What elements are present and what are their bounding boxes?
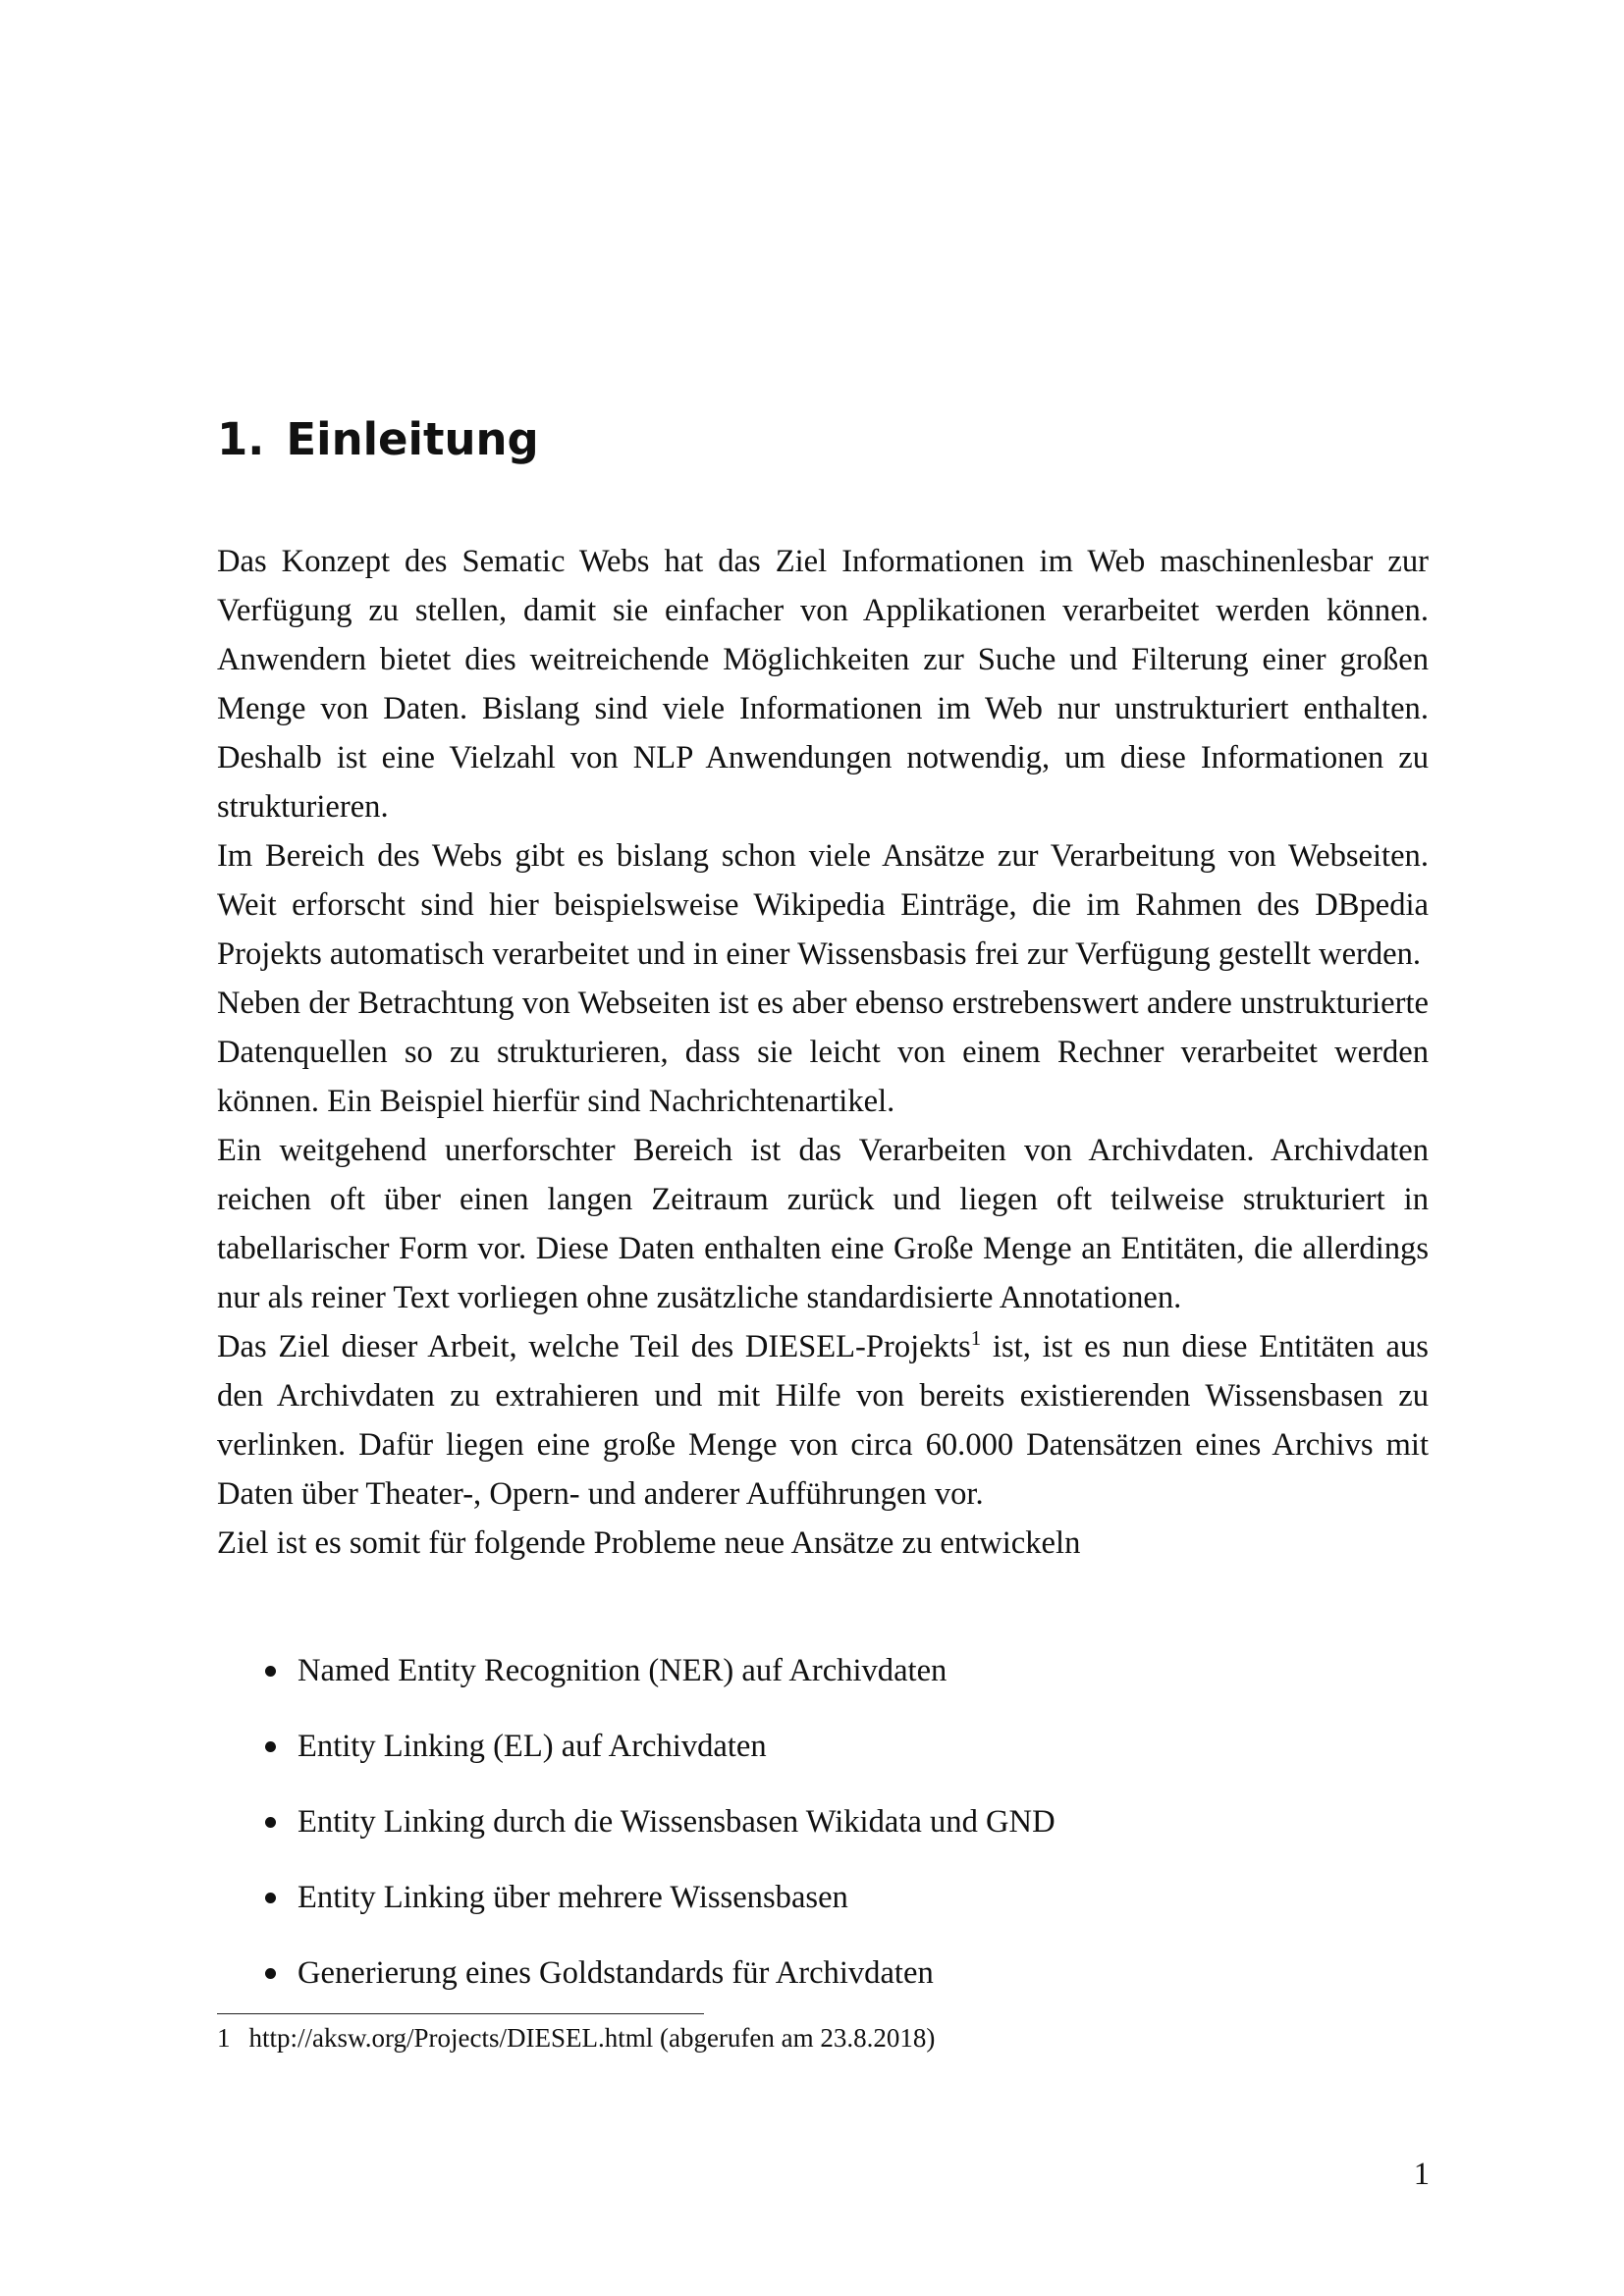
body-text [217, 537, 1429, 1568]
footnote-mark: 1 [217, 2023, 231, 2053]
footnote-text: http://aksw.org/Projects/DIESEL.html (abgerufen am 23.8.2018) [248, 2023, 936, 2053]
list-item [217, 1722, 1429, 1771]
bullet-icon [265, 1741, 276, 1752]
list-item-text: Named Entity Recognition (NER) auf Archivdaten [298, 1653, 947, 1688]
bullet-icon [265, 1666, 276, 1677]
list-item [217, 1949, 1429, 1998]
bullet-icon [265, 1817, 276, 1828]
footnote [217, 2016, 935, 2059]
list-item-text: Entity Linking durch die Wissensbasen Wikidata und GND [298, 1804, 1056, 1840]
list-item [217, 1873, 1429, 1922]
page-number: 1 [1413, 2157, 1430, 2192]
bullet-list [217, 1646, 1429, 2024]
paragraph-text: ist, ist es nun diese Entitäten aus den Archivdaten zu extrahieren und mit Hilfe von bereits existierenden Wissensbasen zu verlinken. Dafür liegen eine große Menge von circa 60.000 Datensätzen eines Archivs mit Daten über Theater-, Opern- und anderer Aufführungen vor. [217, 1329, 1429, 1512]
list-item [217, 1797, 1429, 1846]
list-item-text: Entity Linking über mehrere Wissensbasen [298, 1880, 848, 1915]
chapter-number: 1. [217, 413, 265, 465]
bullet-icon [265, 1893, 276, 1903]
paragraph-with-footnote [217, 1322, 1429, 1519]
paragraph: Das Konzept des Sematic Webs hat das Ziel Informationen im Web maschinenlesbar zur Verfügung zu stellen, damit sie einfacher von Applikationen verarbeitet werden können. Anwendern bietet dies weitreichende Möglichkeiten zur Suche und Filterung einer großen Menge von Daten. Bislang sind viele Informationen im Web nur unstrukturiert enthalten. Deshalb ist eine Vielzahl von NLP Anwendungen notwendig, um diese Informationen zu strukturieren. [217, 544, 1429, 825]
paragraph-text: Das Ziel dieser Arbeit, welche Teil des DIESEL-Projekts [217, 1329, 971, 1364]
chapter-heading [217, 412, 539, 467]
paragraph: Ziel ist es somit für folgende Probleme neue Ansätze zu entwickeln [217, 1525, 1081, 1561]
footnote-divider [217, 2013, 704, 2014]
list-item-text: Generierung eines Goldstandards für Archivdaten [298, 1955, 934, 1991]
bullet-icon [265, 1968, 276, 1979]
list-item [217, 1646, 1429, 1695]
footnote-reference: 1 [970, 1326, 982, 1351]
chapter-title: Einleitung [286, 413, 539, 465]
list-item-text: Entity Linking (EL) auf Archivdaten [298, 1729, 767, 1764]
paragraph: Neben der Betrachtung von Webseiten ist es aber ebenso erstrebenswert andere unstrukturierte Datenquellen so zu strukturieren, dass sie leicht von einem Rechner verarbeitet werden können. Ein Beispiel hierfür sind Nachrichtenartikel. [217, 986, 1429, 1119]
paragraph: Ein weitgehend unerforschter Bereich ist das Verarbeiten von Archivdaten. Archivdaten reichen oft über einen langen Zeitraum zurück und liegen oft teilweise strukturiert in tabellarischer Form vor. Diese Daten enthalten eine Große Menge an Entitäten, die allerdings nur als reiner Text vorliegen ohne zusätzliche standardisierte Annotationen. [217, 1133, 1429, 1315]
paragraph: Im Bereich des Webs gibt es bislang schon viele Ansätze zur Verarbeitung von Webseiten. Weit erforscht sind hier beispielsweise Wikipedia Einträge, die im Rahmen des DBpedia Projekts automatisch verarbeitet und in einer Wissensbasis frei zur Verfügung gestellt werden. [217, 838, 1429, 972]
